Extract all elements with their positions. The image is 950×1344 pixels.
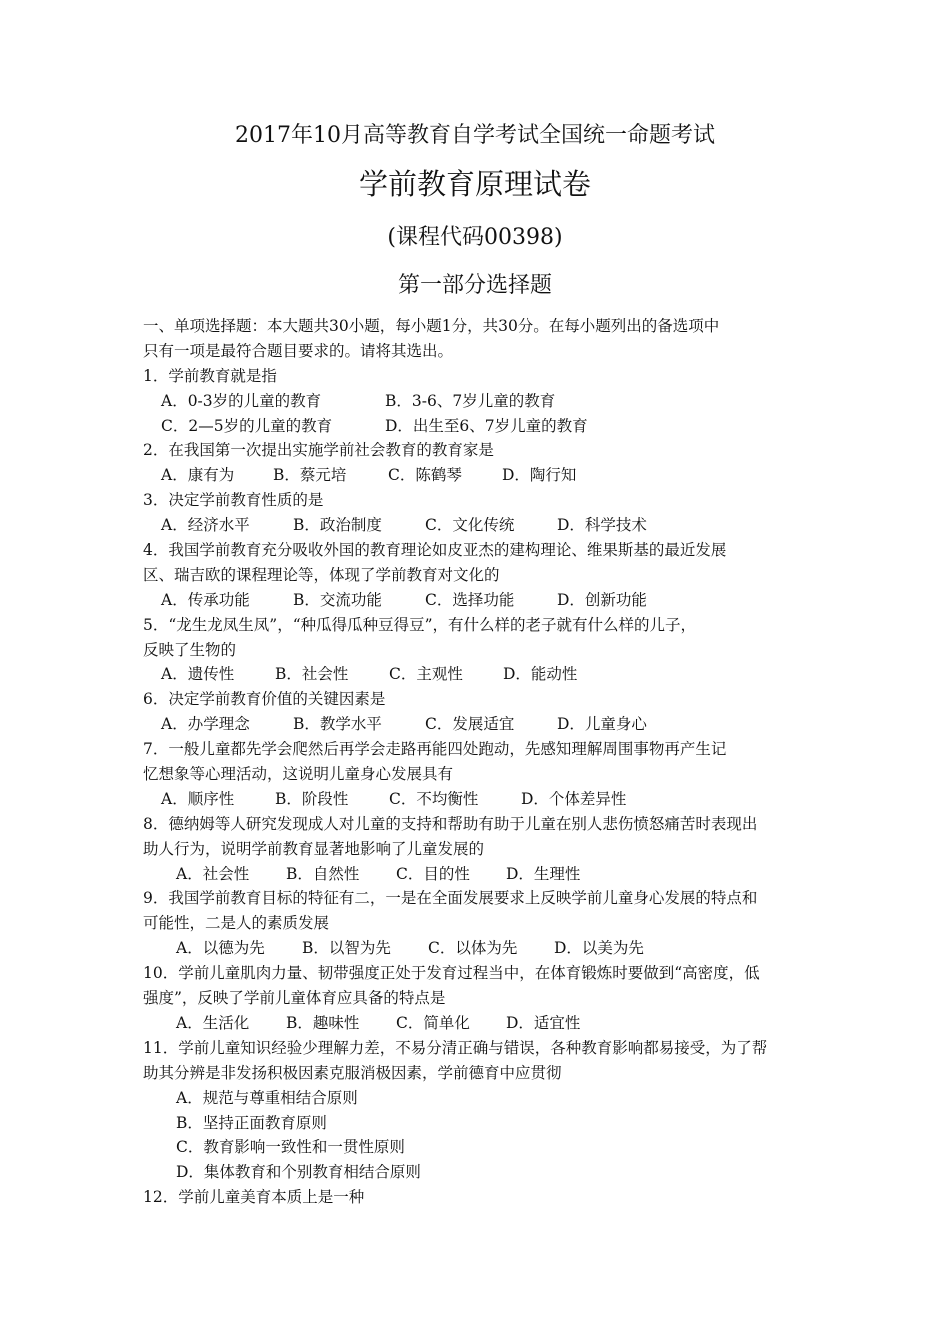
answer-option: B．坚持正面教育原则 [176,1113,327,1132]
answer-option: B．蔡元培 [273,466,347,485]
question-stem: 6．决定学前教育价值的关键因素是 [143,690,386,709]
answer-option: B．趣味性 [286,1013,360,1032]
answer-option: D．儿童身心 [557,715,647,734]
question-stem: 可能性，二是人的素质发展 [143,914,330,933]
answer-option: A．顺序性 [161,789,235,808]
course-code: (课程代码00398) [387,225,563,250]
answer-option: C．教育影响一致性和一贯性原则 [176,1138,405,1157]
answer-option: C．发展适宜 [425,715,515,734]
part-heading: 第一部分选择题 [397,273,552,298]
answer-option: D．能动性 [503,665,578,684]
answer-option: C．2—5岁的儿童的教育 [161,416,333,435]
option-row [143,513,823,538]
instruction-line: 只有一项是最符合题目要求的。请将其选出。 [143,341,454,360]
answer-option: C．不均衡性 [389,789,479,808]
answer-option: B．阶段性 [275,789,349,808]
question-stem: 4．我国学前教育充分吸收外国的教育理论如皮亚杰的建构理论、维果斯基的最近发展 [143,541,727,560]
question-stem: 11．学前儿童知识经验少理解力差，不易分清正确与错误，各种教育影响都易接受，为了帮 [143,1038,768,1057]
option-row [143,1160,823,1185]
question-stem: 2．在我国第一次提出实施学前社会教育的教育家是 [143,441,494,460]
option-row [143,936,823,961]
answer-option: D．出生至6、7岁儿童的教育 [385,416,588,435]
option-row [143,1011,823,1036]
answer-option: C．目的性 [396,864,470,883]
option-row [143,414,823,439]
exam-session-heading: 2017年10月高等教育自学考试全国统一命题考试 [235,123,715,148]
answer-option: A．生活化 [176,1013,250,1032]
question-stem: 忆想象等心理活动，这说明儿童身心发展具有 [143,765,454,784]
question-stem: 助其分辨是非发扬积极因素克服消极因素，学前德育中应贯彻 [143,1063,562,1082]
option-row [143,1111,823,1136]
answer-option: B．政治制度 [293,516,382,535]
answer-option: D．生理性 [506,864,581,883]
answer-option: B．交流功能 [293,590,382,609]
question-stem: 8．德纳姆等人研究发现成人对儿童的支持和帮助有助于儿童在别人悲伤愤怒痛苦时表现出 [143,814,758,833]
answer-option: D．陶行知 [502,466,577,485]
answer-option: B．教学水平 [293,715,382,734]
option-row [143,662,823,687]
option-row [143,712,823,737]
question-stem: 5．“龙生龙凤生凤”，“种瓜得瓜种豆得豆”，有什么样的老子就有什么样的儿子， [143,615,697,634]
answer-option: A．0-3岁的儿童的教育 [161,391,322,410]
question-stem: 10．学前儿童肌肉力量、韧带强度正处于发育过程当中，在体育锻炼时要做到“高密度，低 [143,964,760,983]
answer-option: C．选择功能 [425,590,515,609]
instruction-line: 一、单项选择题：本大题共30小题，每小题1分，共30分。在每小题列出的备选项中 [143,317,720,335]
question-stem: 7．一般儿童都先学会爬然后再学会走路再能四处跑动，先感知理解周围事物再产生记 [143,740,727,759]
question-stem: 9．我国学前教育目标的特征有二，一是在全面发展要求上反映学前儿童身心发展的特点和 [143,889,758,908]
answer-option: A．办学理念 [161,715,250,734]
question-stem: 1．学前教育就是指 [143,366,277,385]
option-row [143,463,823,488]
option-row [143,1086,823,1111]
question-stem: 3．决定学前教育性质的是 [143,491,324,510]
answer-option: A．经济水平 [161,516,250,535]
answer-option: A．遗传性 [161,665,235,684]
exam-body [143,314,823,1210]
option-row [143,1135,823,1160]
answer-option: B．以智为先 [302,939,391,958]
answer-option: A．传承功能 [161,590,250,609]
option-row [143,787,823,812]
answer-option: A．康有为 [161,466,235,485]
answer-option: B．社会性 [275,665,349,684]
answer-option: C．陈鹤琴 [388,466,462,485]
answer-option: C．以体为先 [428,939,518,958]
answer-option: C．文化传统 [425,516,515,535]
answer-option: D．适宜性 [506,1013,581,1032]
option-row [143,389,823,414]
question-stem: 区、瑞吉欧的课程理论等，体现了学前教育对文化的 [143,565,500,584]
question-stem: 助人行为，说明学前教育显著地影响了儿童发展的 [143,839,485,858]
answer-option: A．规范与尊重相结合原则 [176,1088,358,1107]
paper-title: 学前教育原理试卷 [358,167,591,201]
question-stem: 12．学前儿童美育本质上是一种 [143,1188,365,1207]
answer-option: D．个体差异性 [521,789,627,808]
answer-option: C．简单化 [396,1013,470,1032]
option-row [143,862,823,887]
answer-option: A．社会性 [176,864,250,883]
question-stem: 强度”，反映了学前儿童体育应具备的特点是 [143,989,446,1008]
answer-option: B．自然性 [286,864,360,883]
answer-option: A．以德为先 [176,939,265,958]
answer-option: D．以美为先 [554,939,644,958]
question-stem: 反映了生物的 [143,640,237,659]
answer-option: C．主观性 [389,665,463,684]
answer-option: D．创新功能 [557,590,647,609]
answer-option: D．科学技术 [557,516,647,535]
option-row [143,588,823,613]
answer-option: B．3-6、7岁儿童的教育 [385,391,556,410]
answer-option: D．集体教育和个别教育相结合原则 [176,1163,421,1182]
